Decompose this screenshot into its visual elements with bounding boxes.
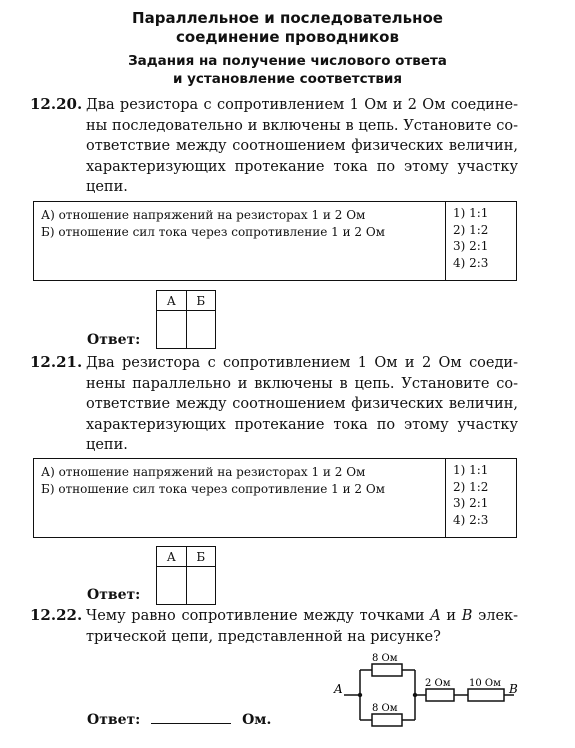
answer-grid-header-a: А (157, 547, 187, 567)
problem-text (86, 353, 518, 456)
answer-grid (156, 546, 216, 605)
problem-text-line: цепи. (86, 179, 128, 195)
option-4: 4) 2:3 (453, 512, 489, 527)
option-2: 2) 1:2 (453, 222, 489, 237)
resistor-top-label: 8 Ом (372, 653, 398, 664)
problem-text-line: цепи. (86, 437, 128, 453)
problem-text-line: Чему равно сопротивление между точками A и B элек- (86, 608, 518, 624)
option-1: 1) 1:1 (453, 206, 489, 220)
junction-node (413, 693, 417, 697)
problem-text-line: нены параллельно и включены в цепь. Установите со- (86, 375, 518, 392)
problem-number: 12.22. (30, 606, 83, 624)
junction-node (358, 693, 362, 697)
resistor-series-2 (468, 689, 504, 701)
problem-text-line: Два резистора с сопротивлением 1 Ом и 2 Ом соеди- (86, 355, 518, 371)
answer-label: Ответ: (87, 332, 141, 348)
resistor-series-2-label: 10 Ом (469, 678, 501, 689)
page-title-line2: соединение проводников (176, 28, 399, 46)
page-title-line1: Параллельное и последовательное (132, 9, 443, 27)
answer-grid-header-a: А (157, 291, 187, 311)
option-1: 1) 1:1 (453, 463, 489, 477)
problem-text-line: ответствие между соотношением физических величин, (86, 138, 518, 154)
answer-blank-field[interactable] (151, 722, 231, 724)
problem-number: 12.20. (30, 95, 83, 113)
option-3: 3) 2:1 (453, 239, 489, 253)
section-subtitle-line2: и установление соответствия (172, 71, 403, 87)
problem-number: 12.21. (30, 353, 83, 371)
matching-options (453, 462, 488, 528)
problem-text-line: характеризующих протекание тока по этому участку (86, 158, 518, 175)
problem-text-line: Два резистора с сопротивлением 1 Ом и 2 Ом соедине- (86, 97, 518, 113)
matching-table (33, 458, 517, 538)
matching-item-b: Б) отношение сил тока через сопротивление 1 и 2 Ом (41, 482, 385, 496)
point-a-label: A (334, 682, 343, 696)
problem-text-line: ответствие между соотношением физических величин, (86, 396, 518, 412)
problem-text (86, 95, 518, 198)
matching-quantities (34, 202, 446, 280)
answer-unit: Ом. (242, 712, 272, 728)
answer-cell-a[interactable] (157, 311, 187, 349)
answer-grid-header-b: Б (186, 547, 216, 567)
point-b-label: B (509, 682, 518, 696)
matching-item-b: Б) отношение сил тока через сопротивление 1 и 2 Ом (41, 225, 385, 239)
problem-text (86, 606, 518, 647)
circuit-diagram (330, 650, 530, 745)
option-4: 4) 2:3 (453, 255, 489, 270)
answer-label: Ответ: (87, 587, 141, 603)
section-subtitle-line1: Задания на получение числового ответа (128, 53, 447, 69)
matching-options (453, 205, 488, 271)
matching-item-a: А) отношение напряжений на резисторах 1 и 2 Ом (41, 208, 366, 222)
resistor-series-1 (426, 689, 454, 701)
numeric-answer-row (87, 712, 271, 728)
matching-item-a: А) отношение напряжений на резисторах 1 и 2 Ом (41, 465, 366, 479)
answer-label: Ответ: (87, 712, 141, 728)
problem-text-line: характеризующих протекание тока по этому участку (86, 416, 518, 433)
matching-quantities (34, 459, 446, 537)
answer-grid (156, 290, 216, 349)
resistor-bottom-label: 8 Ом (372, 703, 398, 714)
resistor-bottom (372, 714, 402, 726)
problem-text-line: трической цепи, представленной на рисунке? (86, 628, 441, 645)
answer-grid-header-b: Б (186, 291, 216, 311)
resistor-series-1-label: 2 Ом (425, 678, 451, 689)
matching-table (33, 201, 517, 281)
answer-cell-b[interactable] (186, 311, 216, 349)
option-2: 2) 1:2 (453, 479, 489, 494)
option-3: 3) 2:1 (453, 496, 489, 510)
problem-text-line: ны последовательно и включены в цепь. Установите со- (86, 117, 518, 134)
resistor-top (372, 664, 402, 676)
answer-cell-b[interactable] (186, 567, 216, 605)
answer-cell-a[interactable] (157, 567, 187, 605)
